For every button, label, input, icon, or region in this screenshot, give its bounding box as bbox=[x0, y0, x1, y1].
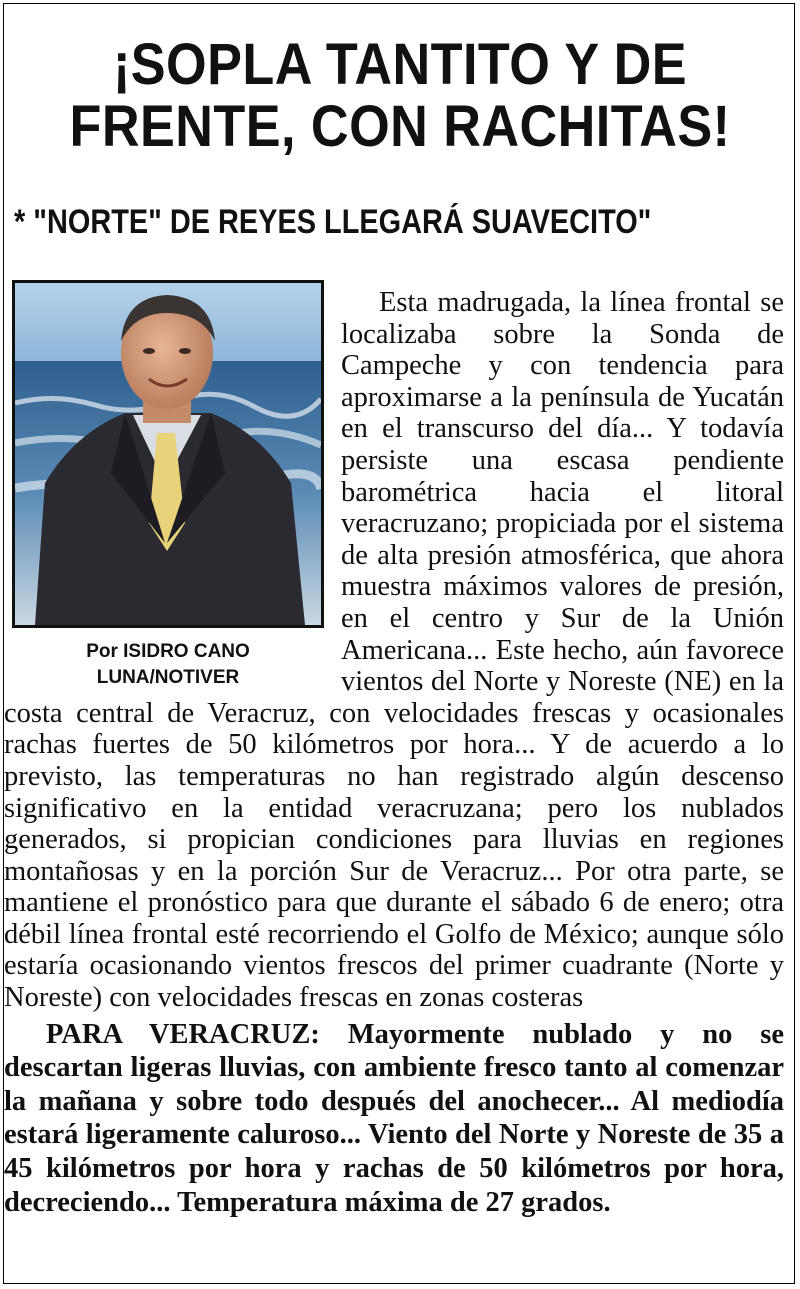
byline-line-2: LUNA/NOTIVER bbox=[96, 667, 240, 688]
forecast-text: Mayormente nublado y no se descartan ligeras lluvias, con ambiente fresco tanto al comenzar la mañana y sobre todo después del anochecer... Al mediodía estará ligeramente caluroso... Viento del Norte y Noreste de 35 a 45 kilómetros por hora y rachas de 50 kilómetros por hora, decreciendo... Temperatura máxima de 27 grados. bbox=[4, 1018, 785, 1218]
photo-float-spacer bbox=[4, 287, 341, 692]
byline-line-1: Por ISIDRO CANO bbox=[86, 641, 250, 662]
forecast-label: PARA VERACRUZ: bbox=[46, 1018, 320, 1050]
article-body bbox=[4, 287, 784, 1219]
article-paragraph: Esta madrugada, la línea frontal se localizaba sobre la Sonda de Campeche y con tendencia para aproximarse a la península de Yucatán en el transcurso del día... Y todavía persiste una escasa pendiente barométrica hacia el litoral veracruzano; propiciada por el sistema de alta presión atmosférica, que ahora muestra máximos valores de presión, en el centro y Sur de la Unión Americana... Este hecho, aún favorece vientos del Norte y Noreste (NE) en la costa central de Veracruz, con velocidades frescas y ocasionales rachas fuertes de 50 kilómetros por hora... Y de acuerdo a lo previsto, las temperaturas no han registrado algún descenso significativo en la entidad veracruzana; pero los nublados generados, si propician condiciones para lluvias en regiones montañosas y en la porción Sur de Veracruz... Por otra parte, se mantiene el pronóstico para que durante el sábado 6 de enero; otra débil línea frontal esté recorriendo el Golfo de México; aunque sólo estaría ocasionando vientos frescos del primer cuadrante (Norte y Noreste) con velocidades frescas en zonas costeras bbox=[4, 287, 784, 1014]
headline-line-1: ¡SOPLA TANTITO Y DE bbox=[112, 32, 688, 97]
article-frame bbox=[3, 3, 795, 1284]
subheadline: * "NORTE" DE REYES LLEGARÁ SUAVECITO" bbox=[14, 203, 652, 241]
headline-line-2: FRENTE, CON RACHITAS! bbox=[69, 94, 731, 159]
headline bbox=[44, 34, 757, 158]
forecast-paragraph bbox=[4, 1018, 784, 1220]
